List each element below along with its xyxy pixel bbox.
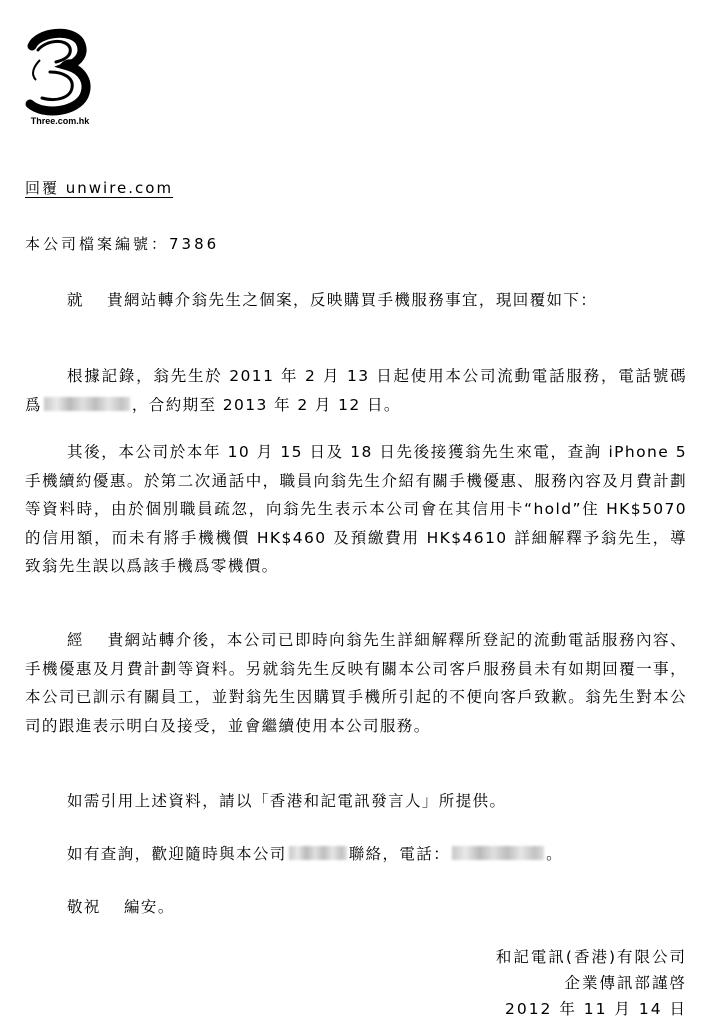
paragraph-followup-text: 經 貴網站轉介後，本公司已即時向翁先生詳細解釋所登記的流動電話服務內容、手機優惠及月費計劃等資料。另就翁先生反映有關本公司客戶服務員未有如期回覆一事，本公司已訓示有關員工，並對翁先生因購買手機所引起的不便向客戶致歉。翁先生對本公司的跟進表示明白及接受，並會繼續使用本公司服務。 [25, 631, 687, 735]
paragraph-intro-text: 就 貴網站轉介翁先生之個案，反映購買手機服務事宜，現回覆如下： [67, 291, 598, 309]
paragraph-record-text-b: ，合約期至 2013 年 2 月 12 日。 [131, 395, 401, 414]
reply-to-heading: 回覆 unwire.com [25, 179, 174, 197]
paragraph-citation [25, 787, 687, 816]
signature-block [496, 944, 687, 1022]
paragraph-incident-text: 其後，本公司於本年 10 月 15 日及 18 日先後接獲翁先生來電，查詢 iPhone 5 手機續約優惠。於第二次通話中，職員向翁先生介紹有關手機優惠、服務內容及月費計劃等資料時，由於個別職員疏忽，向翁先生表示本公司會在其信用卡“hold”住 HK$5070 的信用額，而未有將手機機價 HK$460 及預繳費用 HK$4610 詳細解釋予翁先生，導致翁先生誤以爲該手機爲零機價。 [25, 443, 687, 576]
paragraph-record [25, 362, 687, 419]
paragraph-citation-text: 如需引用上述資料，請以「香港和記電訊發言人」所提供。 [67, 792, 507, 810]
paragraph-closing [25, 893, 687, 922]
redacted-contact-phone [452, 846, 544, 860]
paragraph-contact [25, 840, 687, 869]
paragraph-contact-text-b: 聯絡，電話： [348, 845, 451, 863]
paragraph-record-text-a: 根據記錄，翁先生於 2011 年 2 月 13 日起使用本公司流動電話服務，電話號碼爲 [25, 367, 687, 414]
signature-date: 2012 年 11 月 14 日 [504, 1000, 687, 1018]
three-logo-icon [20, 26, 100, 118]
paragraph-intro [25, 286, 687, 315]
redacted-contact-name [289, 846, 347, 860]
logo [20, 26, 100, 126]
logo-caption: Three.com.hk [30, 116, 90, 126]
paragraph-followup [25, 626, 687, 740]
signature-company: 和記電訊(香港)有限公司 [495, 948, 687, 966]
paragraph-closing-text: 敬祝 編安。 [67, 898, 175, 916]
paragraph-contact-text-a: 如有查詢，歡迎隨時與本公司 [67, 845, 287, 863]
paragraph-contact-text-c: 。 [546, 845, 564, 863]
paragraph-incident [25, 438, 687, 581]
signature-department: 企業傳訊部謹啓 [564, 974, 687, 992]
redacted-phone-number [44, 397, 130, 411]
file-number: 本公司檔案編號：7386 [25, 235, 220, 253]
